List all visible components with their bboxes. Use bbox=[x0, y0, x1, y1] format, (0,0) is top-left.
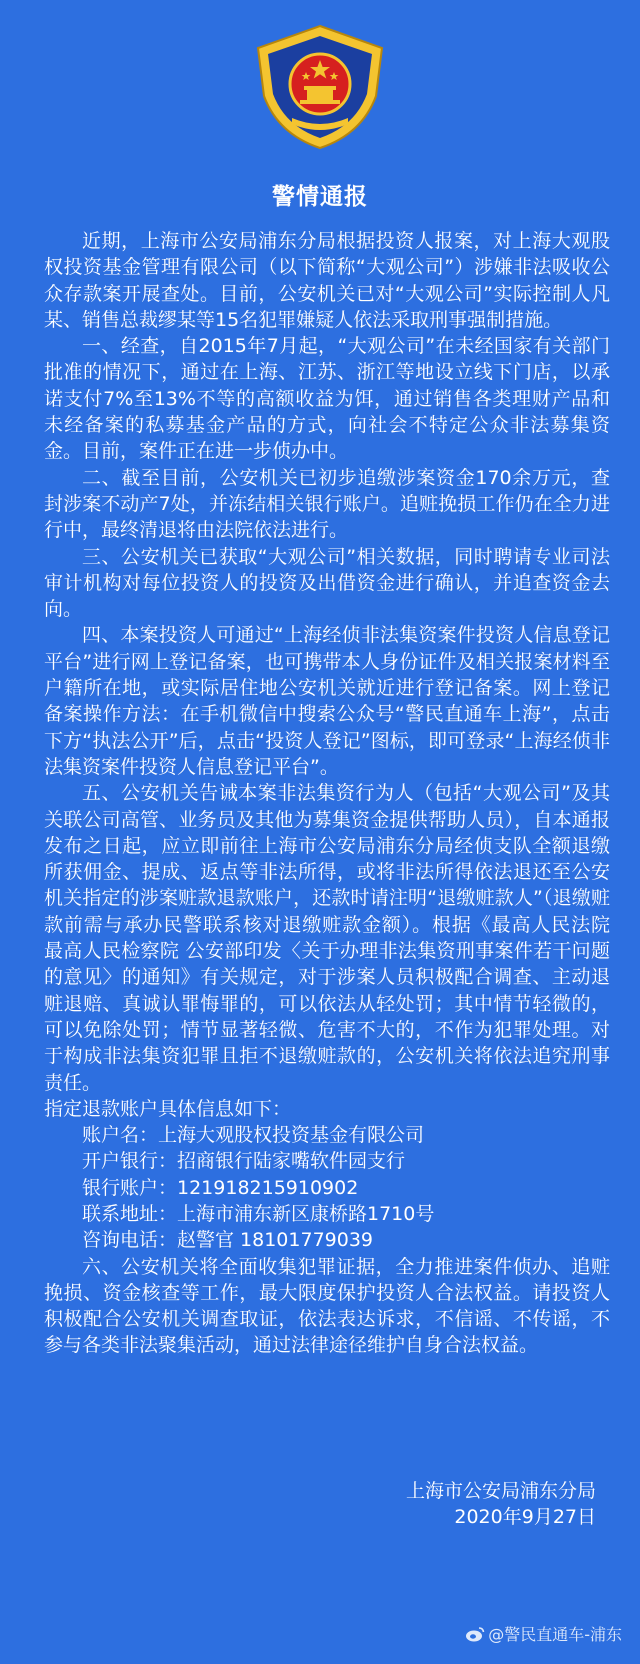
signature bbox=[406, 1478, 596, 1530]
paragraph: 四、本案投资人可通过“上海经侦非法集资案件投资人信息登记平台”进行网上登记备案，也可携带本人身份证件及相关报案材料至户籍所在地，或实际居住地公安机关就近进行登记备案。网上登记备案操作方法：在手机微信中搜索公众号“警民直通车上海”，点击下方“执法公开”后，点击“投资人登记”图标，即可登录“上海经侦非法集资案件投资人信息登记平台”。 bbox=[44, 624, 610, 778]
account-bank: 开户银行：招商银行陆家嘴软件园支行 bbox=[82, 1150, 406, 1173]
account-name: 账户名：上海大观股权投资基金有限公司 bbox=[82, 1124, 425, 1147]
notice-body bbox=[44, 228, 610, 1359]
signature-date: 2020年9月27日 bbox=[454, 1506, 596, 1528]
paragraph: 五、公安机关告诫本案非法集资行为人（包括“大观公司”及其关联公司高管、业务员及其他为募集资金提供帮助人员），自本通报发布之日起，应立即前往上海市公安局浦东分局经侦支队全额退缴所获佣金、提成、返点等非法所得，或将非法所得依法退还至公安机关指定的涉案赃款退款账户，还款时请注明“退缴赃款人”（退缴赃款前需与承办民警联系核对退缴赃款金额）。根据《最高人民法院 最高人民检察院 公安部印发〈关于办理非法集资刑事案件若干问题的意见〉的通知》有关规定，对于涉案人员积极配合调查、主动退赃退赔、真诚认罪悔罪的，可以依法从轻处罚；其中情节轻微的，可以免除处罚；情节显著轻微、危害不大的，不作为犯罪处理。对于构成非法集资犯罪且拒不退缴赃款的，公安机关将依法追究刑事责任。 bbox=[44, 782, 610, 1094]
watermark-text: @警民直通车-浦东 bbox=[488, 1625, 622, 1644]
weibo-watermark bbox=[465, 1622, 622, 1645]
account-phone: 咨询电话：赵警官 18101779039 bbox=[82, 1229, 374, 1252]
page-title: 警情通报 bbox=[272, 184, 368, 210]
signature-org: 上海市公安局浦东分局 bbox=[405, 1480, 596, 1502]
account-intro: 指定退款账户具体信息如下： bbox=[44, 1097, 292, 1120]
paragraph: 一、经查，自2015年7月起，“大观公司”在未经国家有关部门批准的情况下，通过在上海、江苏、浙江等地设立线下门店，以承诺支付7%至13%不等的高额收益为饵，通过销售各类理财产品和未经备案的私募基金产品的方式，向社会不特定公众非法募集资金。目前，案件正在进一步侦办中。 bbox=[44, 335, 610, 463]
police-emblem-icon bbox=[252, 22, 388, 152]
paragraph: 六、公安机关将全面收集犯罪证据，全力推进案件侦办、追赃挽损、资金核查等工作，最大限度保护投资人合法权益。请投资人积极配合公安机关调查取证，依法表达诉求，不信谣、不传谣，不参与各类非法聚集活动，通过法律途径维护自身合法权益。 bbox=[44, 1255, 610, 1357]
account-address: 联系地址：上海市浦东新区康桥路1710号 bbox=[82, 1202, 435, 1225]
paragraph: 三、公安机关已获取“大观公司”相关数据，同时聘请专业司法审计机构对每位投资人的投资及出借资金进行确认，并追查资金去向。 bbox=[44, 545, 610, 621]
paragraph: 近期，上海市公安局浦东分局根据投资人报案，对上海大观股权投资基金管理有限公司（以下简称“大观公司”）涉嫌非法吸收公众存款案开展查处。目前，公安机关已对“大观公司”实际控制人凡某、销售总裁缪某等15名犯罪嫌疑人依法采取刑事强制措施。 bbox=[44, 230, 610, 331]
weibo-icon bbox=[465, 1626, 485, 1642]
account-number: 银行账户：121918215910902 bbox=[82, 1176, 359, 1199]
paragraph: 二、截至目前，公安机关已初步追缴涉案资金170余万元，查封涉案不动产7处，并冻结相关银行账户。追赃挽损工作仍在全力进行中，最终清退将由法院依法进行。 bbox=[44, 466, 610, 542]
